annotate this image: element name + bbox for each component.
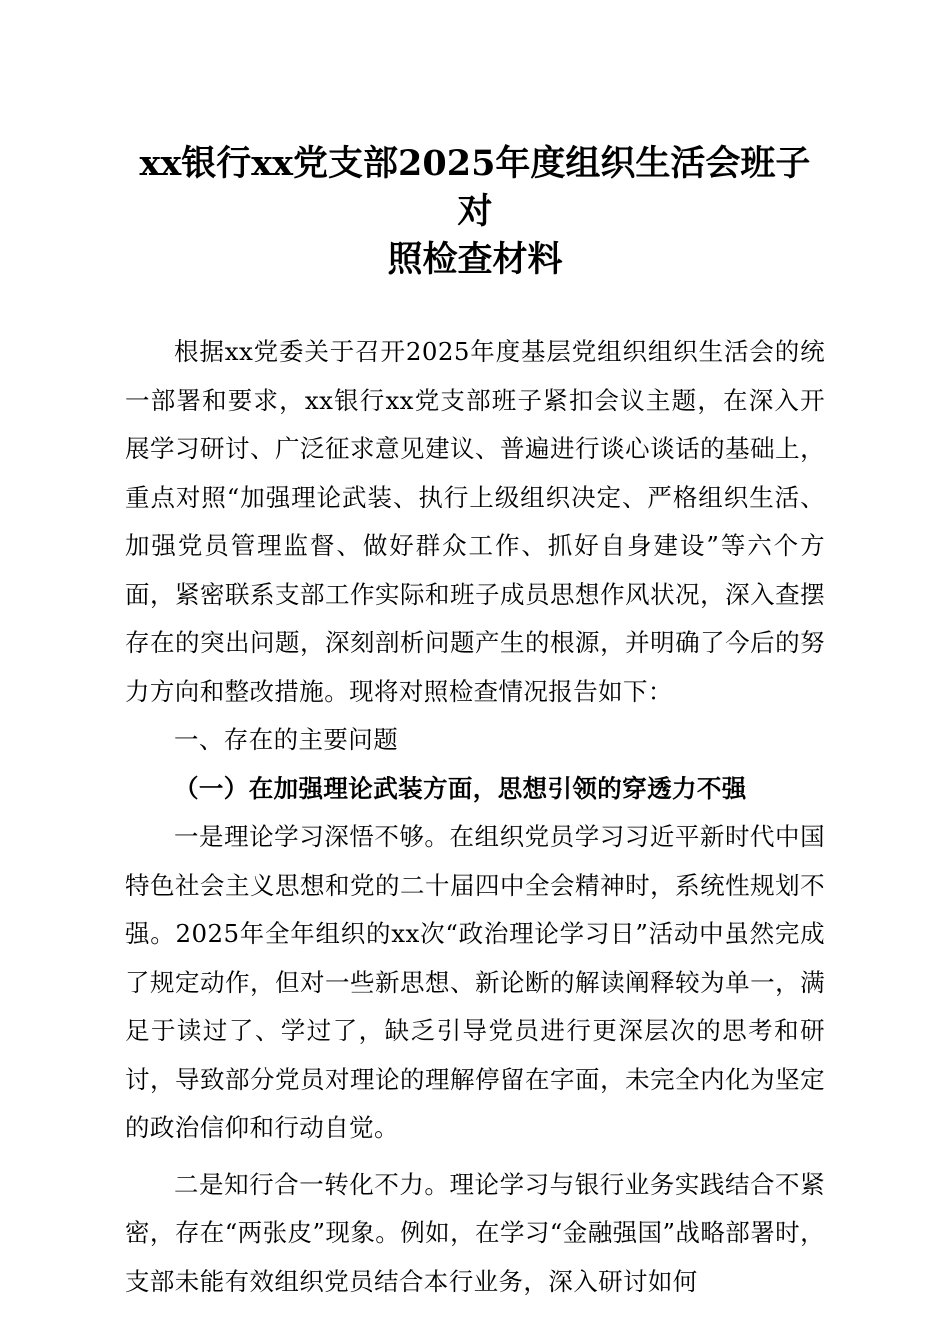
title-line-1: xx银行xx党支部2025年度组织生活会班子对 xyxy=(139,143,811,232)
intro-paragraph: 根据xx党委关于召开2025年度基层党组织组织生活会的统一部署和要求，xx银行xx党支部班子紧扣会议主题，在深入开展学习研讨、广泛征求意见建议、普遍进行谈心谈话的基础上，重点对照“加强理论武装、执行上级组织决定、严格组织生活、加强党员管理监督、做好群众工作、抓好自身建设”等六个方面，紧密联系支部工作实际和班子成员思想作风状况，深入查摆存在的突出问题，深刻剖析问题产生的根源，并明确了今后的努力方向和整改措施。现将对照检查情况报告如下： xyxy=(125,337,825,706)
document-title xyxy=(125,140,825,284)
title-line-2: 照检查材料 xyxy=(387,239,563,280)
subsection-heading-theory: （一）在加强理论武装方面，思想引领的穿透力不强 xyxy=(174,773,747,803)
point-two-paragraph: 二是知行合一转化不力。理论学习与银行业务实践结合不紧密，存在“两张皮”现象。例如，在学习“金融强国”战略部署时，支部未能有效组织党员结合本行业务，深入研讨如何 xyxy=(125,1169,825,1296)
point-one-paragraph: 一是理论学习深悟不够。在组织党员学习习近平新时代中国特色社会主义思想和党的二十届四中全会精神时，系统性规划不强。2025年全年组织的xx次“政治理论学习日”活动中虽然完成了规定动作，但对一些新思想、新论断的解读阐释较为单一，满足于读过了、学过了，缺乏引导党员进行更深层次的思考和研讨，导致部分党员对理论的理解停留在字面，未完全内化为坚定的政治信仰和行动自觉。 xyxy=(125,822,825,1142)
section-heading-problems: 一、存在的主要问题 xyxy=(174,725,399,754)
